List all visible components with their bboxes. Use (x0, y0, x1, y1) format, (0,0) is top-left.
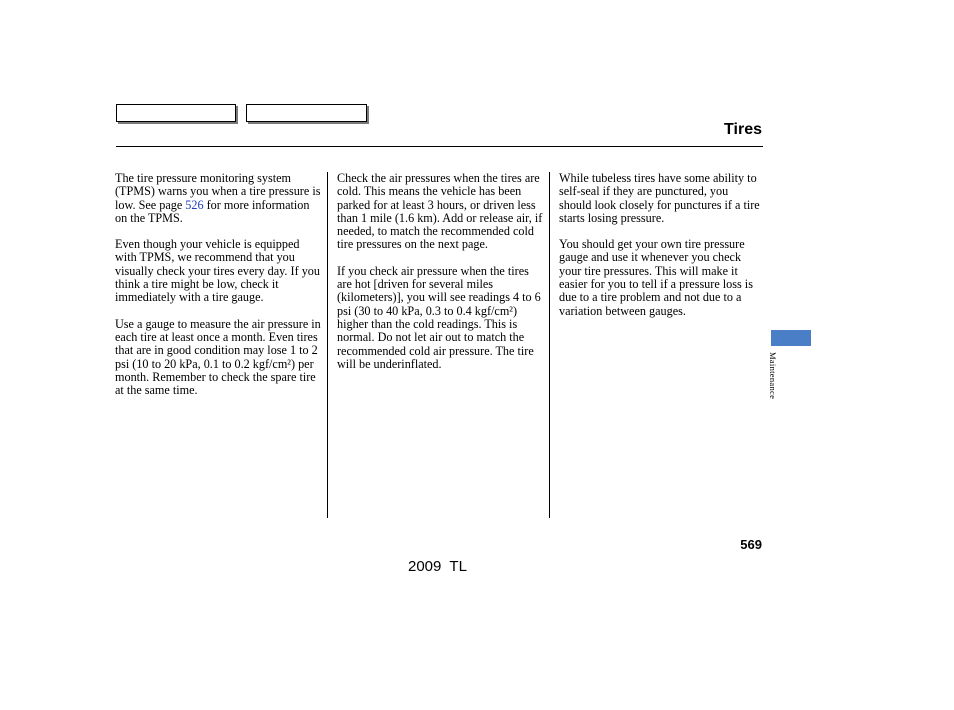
section-tab-label: Maintenance (768, 352, 778, 400)
page-link-526[interactable]: 526 (185, 197, 204, 212)
header-rule (116, 146, 763, 147)
text-column-2 (337, 172, 543, 384)
page-title: Tires (724, 121, 762, 138)
paragraph-text: for more information on the TPMS. (115, 197, 310, 225)
nav-button-previous[interactable] (116, 104, 236, 122)
paragraph: Check the air pressures when the tires are cold. This means the vehicle has been parked for at least 3 hours, or driven less than 1 mile (1.6 km). Add or release air, if needed, to match the recommended cold tire pressures on the next page. (337, 171, 543, 252)
paragraph: You should get your own tire pressure gauge and use it whenever you check your tire pressures. This will make it easier for you to tell if a pressure loss is due to a tire problem and not due to a variation between gauges. (559, 237, 753, 318)
text-column-3 (559, 172, 763, 331)
paragraph: While tubeless tires have some ability to self-seal if they are punctured, you should look closely for punctures if a tire starts losing pressure. (559, 171, 760, 225)
column-divider (327, 172, 328, 518)
page-number: 569 (740, 537, 762, 552)
paragraph: Use a gauge to measure the air pressure in each tire at least once a month. Even tires that are in good condition may lose 1 to 2 psi (10 to 20 kPa, 0.1 to 0.2 kgf/cm²) per month. Remember to check the spare tire at the same time. (115, 316, 321, 398)
text-column-1 (115, 172, 321, 410)
paragraph: Even though your vehicle is equipped with TPMS, we recommend that you visually check your tires every day. If you think a tire might be low, check it immediately with a tire gauge. (115, 237, 320, 305)
footer-model: 2009 TL (408, 558, 467, 575)
section-tab-maintenance[interactable] (771, 330, 811, 346)
column-divider (549, 172, 550, 518)
nav-button-next[interactable] (246, 104, 367, 122)
paragraph: If you check air pressure when the tires are hot [driven for several miles (kilometers)], you will see readings 4 to 6 psi (30 to 40 kPa, 0.3 to 0.4 kgf/cm²) higher than the cold readings. This is normal. Do not let air out to match the recommended cold air pressure. The tire will be underinflated. (337, 263, 541, 371)
paragraph (115, 172, 321, 225)
paragraph-text: The tire pressure monitoring system (TPMS) warns you when a tire pressure is low. See page (115, 171, 321, 212)
